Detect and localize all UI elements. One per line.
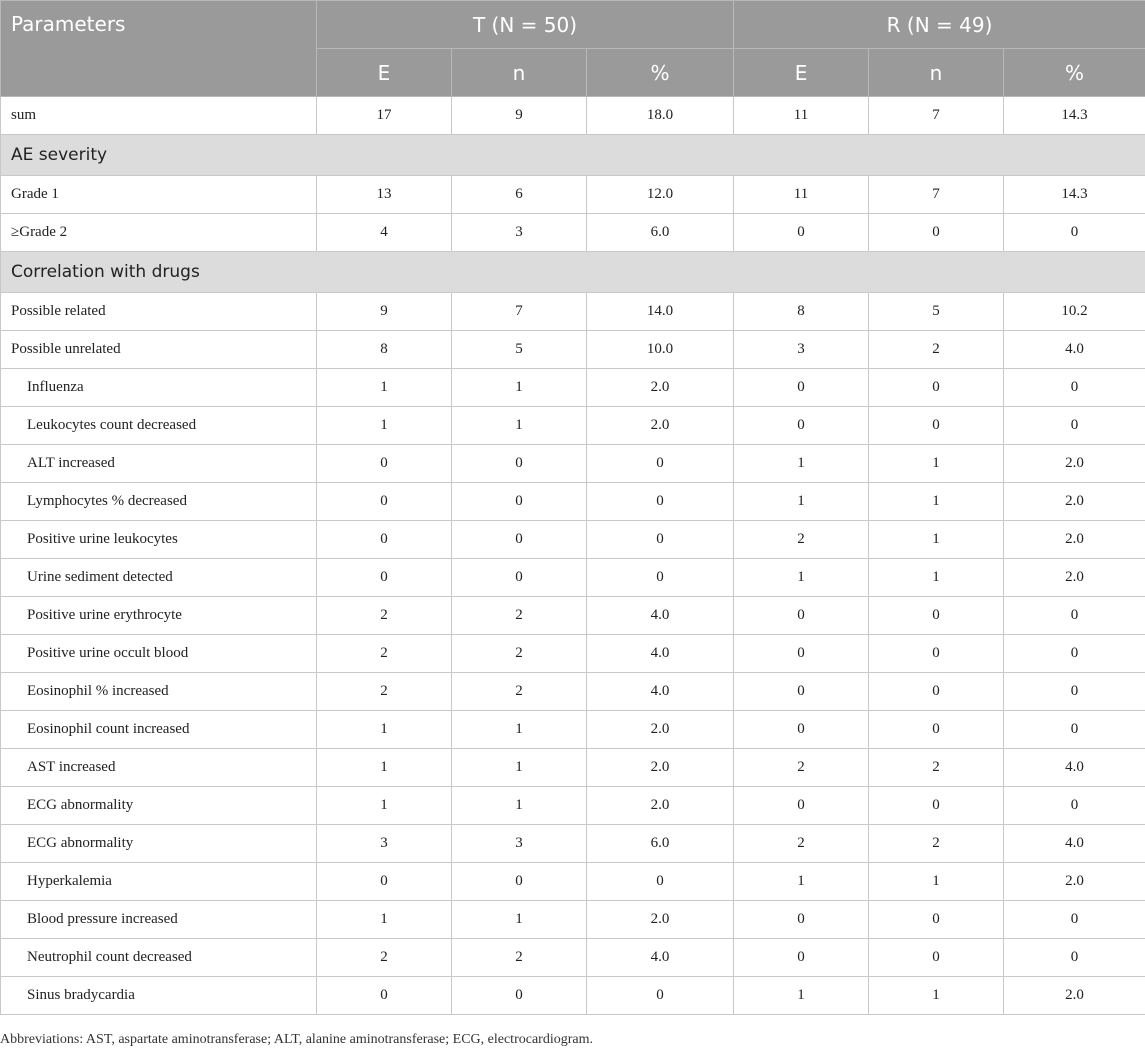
table-cell: 0 bbox=[1004, 597, 1145, 635]
table-cell: 0 bbox=[734, 407, 869, 445]
table-cell: 3 bbox=[452, 825, 587, 863]
table-cell: 2 bbox=[452, 939, 587, 977]
row-label: Neutrophil count decreased bbox=[1, 939, 317, 977]
table-cell: 10.2 bbox=[1004, 293, 1145, 331]
table-cell: 2.0 bbox=[1004, 559, 1145, 597]
table-cell: 0 bbox=[587, 863, 734, 901]
subheader-t-pct: % bbox=[587, 49, 734, 97]
table-row bbox=[1, 214, 1145, 252]
table-cell: 2.0 bbox=[1004, 977, 1145, 1015]
table-cell: 14.3 bbox=[1004, 176, 1145, 214]
table-cell: 6.0 bbox=[587, 825, 734, 863]
subheader-r-pct: % bbox=[1004, 49, 1145, 97]
table-cell: 1 bbox=[452, 901, 587, 939]
table-row bbox=[1, 97, 1145, 135]
table-row bbox=[1, 635, 1145, 673]
table-row bbox=[1, 863, 1145, 901]
row-label: Possible related bbox=[1, 293, 317, 331]
table-cell: 0 bbox=[734, 787, 869, 825]
table-cell: 0 bbox=[317, 521, 452, 559]
table-cell: 1 bbox=[869, 521, 1004, 559]
table-cell: 0 bbox=[734, 214, 869, 252]
table-cell: 1 bbox=[734, 483, 869, 521]
table-cell: 2 bbox=[317, 939, 452, 977]
row-label: Positive urine erythrocyte bbox=[1, 597, 317, 635]
group-t-header: T (N = 50) bbox=[317, 1, 734, 49]
table-row bbox=[1, 176, 1145, 214]
table-cell: 1 bbox=[869, 483, 1004, 521]
table-cell: 5 bbox=[452, 331, 587, 369]
table-cell: 14.3 bbox=[1004, 97, 1145, 135]
table-cell: 0 bbox=[869, 901, 1004, 939]
section-ae-severity bbox=[1, 135, 1145, 176]
table-row bbox=[1, 711, 1145, 749]
table-row bbox=[1, 483, 1145, 521]
table-cell: 1 bbox=[734, 559, 869, 597]
table-row bbox=[1, 977, 1145, 1015]
table-cell: 1 bbox=[317, 711, 452, 749]
table-cell: 1 bbox=[734, 977, 869, 1015]
table-cell: 1 bbox=[452, 787, 587, 825]
table-cell: 4.0 bbox=[587, 673, 734, 711]
row-label: sum bbox=[1, 97, 317, 135]
row-label: Leukocytes count decreased bbox=[1, 407, 317, 445]
table-cell: 3 bbox=[734, 331, 869, 369]
table-cell: 0 bbox=[734, 597, 869, 635]
table-cell: 2 bbox=[452, 635, 587, 673]
table-cell: 2.0 bbox=[1004, 863, 1145, 901]
table-cell: 0 bbox=[734, 939, 869, 977]
table-cell: 13 bbox=[317, 176, 452, 214]
header-row-groups bbox=[1, 1, 1145, 49]
row-label: Eosinophil count increased bbox=[1, 711, 317, 749]
table-cell: 0 bbox=[1004, 407, 1145, 445]
table-row bbox=[1, 521, 1145, 559]
table-cell: 0 bbox=[452, 521, 587, 559]
table-cell: 2.0 bbox=[1004, 483, 1145, 521]
table-cell: 11 bbox=[734, 176, 869, 214]
parameters-header: Parameters bbox=[1, 1, 317, 97]
table-cell: 0 bbox=[452, 863, 587, 901]
table-cell: 1 bbox=[452, 407, 587, 445]
table-cell: 17 bbox=[317, 97, 452, 135]
table-cell: 2 bbox=[452, 597, 587, 635]
table-cell: 1 bbox=[452, 749, 587, 787]
table-cell: 0 bbox=[1004, 787, 1145, 825]
table-cell: 1 bbox=[317, 787, 452, 825]
table-cell: 8 bbox=[317, 331, 452, 369]
table-cell: 1 bbox=[317, 749, 452, 787]
table-cell: 7 bbox=[869, 176, 1004, 214]
table-cell: 0 bbox=[452, 559, 587, 597]
section-ae-severity-label: AE severity bbox=[1, 135, 1145, 176]
table-cell: 1 bbox=[317, 407, 452, 445]
table-cell: 3 bbox=[452, 214, 587, 252]
table-cell: 0 bbox=[869, 711, 1004, 749]
table-cell: 11 bbox=[734, 97, 869, 135]
table-cell: 7 bbox=[869, 97, 1004, 135]
table-cell: 2 bbox=[734, 749, 869, 787]
table-cell: 2.0 bbox=[587, 787, 734, 825]
table-row bbox=[1, 559, 1145, 597]
footnote: Abbreviations: AST, aspartate aminotransferase; ALT, alanine aminotransferase; ECG, electrocardiogram. bbox=[0, 1032, 593, 1047]
table-cell: 12.0 bbox=[587, 176, 734, 214]
table-cell: 1 bbox=[734, 445, 869, 483]
section-correlation-label: Correlation with drugs bbox=[1, 252, 1145, 293]
table-body bbox=[1, 97, 1145, 1015]
table-row bbox=[1, 901, 1145, 939]
table-cell: 1 bbox=[869, 559, 1004, 597]
table-cell: 2 bbox=[869, 825, 1004, 863]
table-cell: 1 bbox=[317, 369, 452, 407]
table-cell: 0 bbox=[587, 977, 734, 1015]
table-cell: 2.0 bbox=[587, 901, 734, 939]
table-cell: 1 bbox=[452, 711, 587, 749]
table-cell: 8 bbox=[734, 293, 869, 331]
row-label: Lymphocytes % decreased bbox=[1, 483, 317, 521]
row-label: Grade 1 bbox=[1, 176, 317, 214]
table-cell: 4.0 bbox=[1004, 331, 1145, 369]
table-cell: 18.0 bbox=[587, 97, 734, 135]
row-label: ALT increased bbox=[1, 445, 317, 483]
table-cell: 1 bbox=[869, 977, 1004, 1015]
row-label: Influenza bbox=[1, 369, 317, 407]
table-row bbox=[1, 673, 1145, 711]
table-cell: 0 bbox=[734, 901, 869, 939]
table-row bbox=[1, 293, 1145, 331]
row-label: Urine sediment detected bbox=[1, 559, 317, 597]
table-row bbox=[1, 787, 1145, 825]
row-label: Hyperkalemia bbox=[1, 863, 317, 901]
table-cell: 14.0 bbox=[587, 293, 734, 331]
table-cell: 0 bbox=[869, 939, 1004, 977]
table-row bbox=[1, 331, 1145, 369]
section-correlation bbox=[1, 252, 1145, 293]
table-cell: 0 bbox=[317, 483, 452, 521]
table-cell: 0 bbox=[869, 369, 1004, 407]
subheader-r-e: E bbox=[734, 49, 869, 97]
table-cell: 0 bbox=[734, 673, 869, 711]
group-r-header: R (N = 49) bbox=[734, 1, 1145, 49]
table-cell: 2 bbox=[734, 825, 869, 863]
table-cell: 0 bbox=[1004, 369, 1145, 407]
table-cell: 0 bbox=[317, 977, 452, 1015]
table-cell: 0 bbox=[734, 635, 869, 673]
table-row bbox=[1, 939, 1145, 977]
table-cell: 2 bbox=[869, 749, 1004, 787]
table-cell: 0 bbox=[587, 445, 734, 483]
table-cell: 6 bbox=[452, 176, 587, 214]
table-cell: 9 bbox=[452, 97, 587, 135]
table-cell: 5 bbox=[869, 293, 1004, 331]
table-cell: 4.0 bbox=[587, 939, 734, 977]
row-label: ≥Grade 2 bbox=[1, 214, 317, 252]
table-cell: 0 bbox=[734, 369, 869, 407]
table-cell: 0 bbox=[452, 445, 587, 483]
table-cell: 0 bbox=[317, 559, 452, 597]
row-label: ECG abnormality bbox=[1, 825, 317, 863]
table-cell: 2.0 bbox=[587, 749, 734, 787]
table-cell: 4.0 bbox=[587, 635, 734, 673]
table-cell: 0 bbox=[869, 635, 1004, 673]
table-cell: 2 bbox=[869, 331, 1004, 369]
table-cell: 2.0 bbox=[1004, 445, 1145, 483]
row-label: Sinus bradycardia bbox=[1, 977, 317, 1015]
table-cell: 0 bbox=[1004, 901, 1145, 939]
table-cell: 0 bbox=[869, 597, 1004, 635]
table-cell: 4 bbox=[317, 214, 452, 252]
table-cell: 10.0 bbox=[587, 331, 734, 369]
table-cell: 2 bbox=[734, 521, 869, 559]
table-cell: 0 bbox=[869, 407, 1004, 445]
row-label: ECG abnormality bbox=[1, 787, 317, 825]
table-cell: 0 bbox=[587, 483, 734, 521]
table-cell: 1 bbox=[317, 901, 452, 939]
table-row bbox=[1, 369, 1145, 407]
table-cell: 0 bbox=[869, 787, 1004, 825]
row-label: Positive urine leukocytes bbox=[1, 521, 317, 559]
table-cell: 0 bbox=[869, 214, 1004, 252]
table-cell: 1 bbox=[869, 863, 1004, 901]
table-cell: 0 bbox=[869, 673, 1004, 711]
table-cell: 7 bbox=[452, 293, 587, 331]
row-label: Possible unrelated bbox=[1, 331, 317, 369]
subheader-t-n: n bbox=[452, 49, 587, 97]
row-label: Blood pressure increased bbox=[1, 901, 317, 939]
table-cell: 2 bbox=[452, 673, 587, 711]
table-cell: 1 bbox=[869, 445, 1004, 483]
table-cell: 2.0 bbox=[587, 369, 734, 407]
table-cell: 0 bbox=[317, 445, 452, 483]
table-cell: 1 bbox=[452, 369, 587, 407]
table-row bbox=[1, 597, 1145, 635]
table-cell: 1 bbox=[734, 863, 869, 901]
row-label: AST increased bbox=[1, 749, 317, 787]
table-cell: 0 bbox=[452, 977, 587, 1015]
table-row bbox=[1, 407, 1145, 445]
table-cell: 0 bbox=[734, 711, 869, 749]
table-cell: 0 bbox=[1004, 214, 1145, 252]
table-cell: 0 bbox=[317, 863, 452, 901]
table-cell: 4.0 bbox=[587, 597, 734, 635]
table-cell: 2 bbox=[317, 597, 452, 635]
row-label: Positive urine occult blood bbox=[1, 635, 317, 673]
subheader-r-n: n bbox=[869, 49, 1004, 97]
table-row bbox=[1, 825, 1145, 863]
table-cell: 2.0 bbox=[587, 711, 734, 749]
table-cell: 3 bbox=[317, 825, 452, 863]
table-cell: 9 bbox=[317, 293, 452, 331]
table-cell: 0 bbox=[1004, 635, 1145, 673]
table-cell: 4.0 bbox=[1004, 749, 1145, 787]
table-cell: 0 bbox=[587, 521, 734, 559]
table-cell: 4.0 bbox=[1004, 825, 1145, 863]
table-cell: 6.0 bbox=[587, 214, 734, 252]
table-cell: 0 bbox=[1004, 711, 1145, 749]
table-cell: 2 bbox=[317, 635, 452, 673]
subheader-t-e: E bbox=[317, 49, 452, 97]
table-cell: 0 bbox=[1004, 939, 1145, 977]
row-label: Eosinophil % increased bbox=[1, 673, 317, 711]
table-cell: 2 bbox=[317, 673, 452, 711]
table-cell: 2.0 bbox=[1004, 521, 1145, 559]
table-cell: 0 bbox=[587, 559, 734, 597]
table-cell: 0 bbox=[1004, 673, 1145, 711]
table-row bbox=[1, 749, 1145, 787]
table-cell: 0 bbox=[452, 483, 587, 521]
table-row bbox=[1, 445, 1145, 483]
table-cell: 2.0 bbox=[587, 407, 734, 445]
